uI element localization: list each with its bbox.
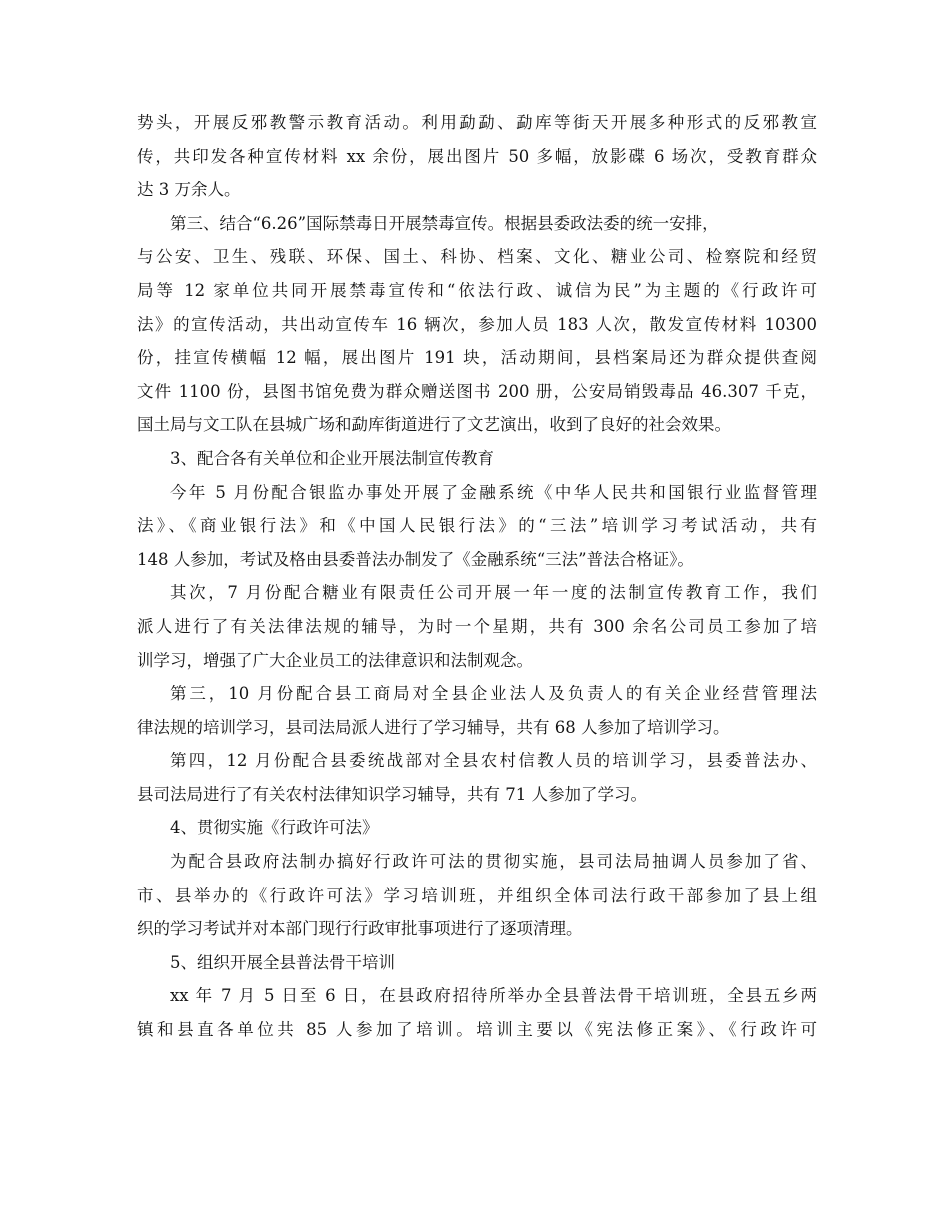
text-line: 与公安、卫生、残联、环保、国土、科协、档案、文化、糖业公司、检察院和经贸 — [137, 247, 817, 267]
text-line: 达 3 万余人。 — [137, 180, 241, 200]
text-line: 传，共印发各种宣传材料 xx 余份，展出图片 50 多幅，放影碟 6 场次，受教育群众 — [137, 146, 817, 166]
text-line: 派人进行了有关法律法规的辅导，为时一个星期，共有 300 余名公司员工参加了培 — [137, 616, 817, 636]
document-body — [137, 106, 817, 1047]
text-line: xx 年 7 月 5 日至 6 日，在县政府招待所举办全县普法骨干培训班，全县五乡两 — [170, 986, 817, 1006]
text-line: 局等 12 家单位共同开展禁毒宣传和“依法行政、诚信为民”为主题的《行政许可 — [137, 280, 817, 300]
text-line: 其次，7 月份配合糖业有限责任公司开展一年一度的法制宣传教育工作，我们 — [170, 583, 817, 603]
text-line: 市、县举办的《行政许可法》学习培训班，并组织全体司法行政干部参加了县上组 — [137, 885, 817, 905]
text-line: 第三，10 月份配合县工商局对全县企业法人及负责人的有关企业经营管理法 — [170, 684, 817, 704]
text-line: 3、配合各有关单位和企业开展法制宣传教育 — [170, 448, 494, 468]
text-line: 织的学习考试并对本部门现行行政审批事项进行了逐项清理。 — [137, 919, 583, 939]
text-line: 势头，开展反邪教警示教育活动。利用勐勐、勐库等街天开展多种形式的反邪教宣 — [137, 113, 817, 132]
text-line: 文件 1100 份，县图书馆免费为群众赠送图书 200 册，公安局销毁毒品 46.307 千克， — [137, 381, 817, 401]
text-line: 律法规的培训学习，县司法局派人进行了学习辅导，共有 68 人参加了培训学习。 — [137, 717, 730, 737]
text-line: 第三、结合“6.26”国际禁毒日开展禁毒宣传。根据县委政法委的统一安排， — [170, 213, 719, 233]
text-line: 148 人参加，考试及格由县委普法办制发了《金融系统“三法”普法合格证》。 — [137, 549, 694, 569]
text-line: 县司法局进行了有关农村法律知识学习辅导，共有 71 人参加了学习。 — [137, 784, 647, 804]
text-line: 为配合县政府法制办搞好行政许可法的贯彻实施，县司法局抽调人员参加了省、 — [170, 852, 817, 872]
text-line: 份，挂宣传横幅 12 幅，展出图片 191 块，活动期间，县档案局还为群众提供查阅 — [137, 348, 817, 368]
text-line: 法》、《商业银行法》和《中国人民银行法》的“三法”培训学习考试活动，共有 — [137, 516, 817, 536]
text-line: 训学习，增强了广大企业员工的法律意识和法制观念。 — [137, 650, 533, 670]
text-line: 4、贯彻实施《行政许可法》 — [170, 818, 379, 838]
text-line: 今年 5 月份配合银监办事处开展了金融系统《中华人民共和国银行业监督管理 — [170, 482, 817, 502]
text-line: 5、组织开展全县普法骨干培训 — [170, 952, 395, 972]
text-line: 镇和县直各单位共 85 人参加了培训。培训主要以《宪法修正案》、《行政许可 — [137, 1020, 817, 1040]
text-line: 第四，12 月份配合县委统战部对全县农村信教人员的培训学习，县委普法办、 — [170, 751, 817, 771]
text-line: 国土局与文工队在县城广场和勐库街道进行了文艺演出，收到了良好的社会效果。 — [137, 415, 731, 435]
text-line: 法》的宣传活动，共出动宣传车 16 辆次，参加人员 183 人次，散发宣传材料 10300 — [137, 314, 817, 334]
